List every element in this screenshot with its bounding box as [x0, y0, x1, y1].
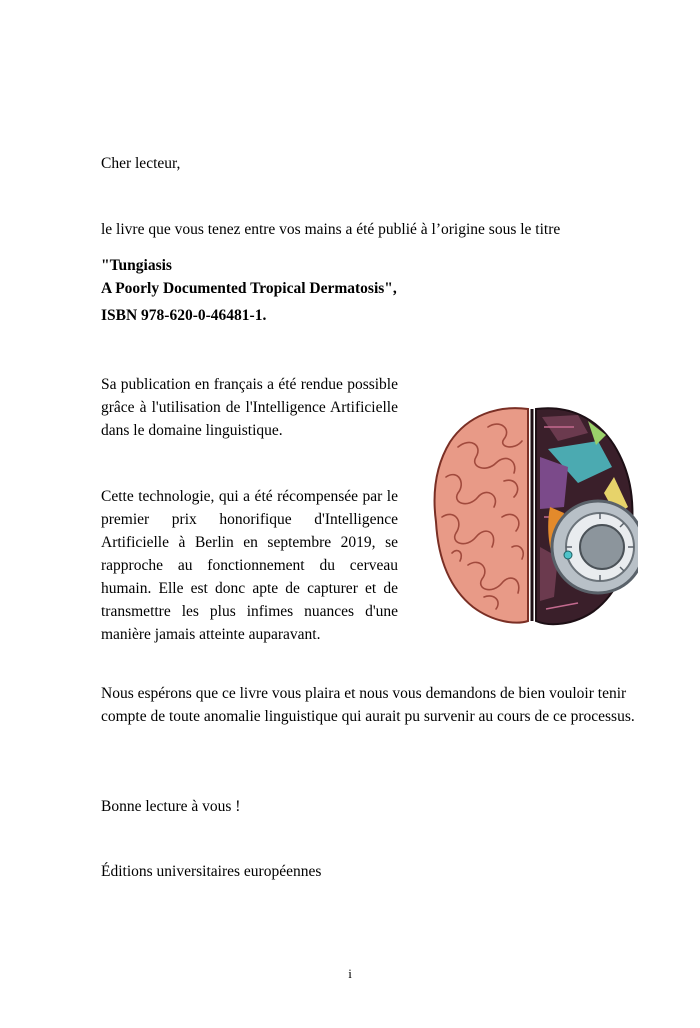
- signature: Éditions universitaires européennes: [101, 863, 322, 880]
- book-title-line1: "Tungiasis: [101, 257, 172, 274]
- closing-text: Bonne lecture à vous !: [101, 798, 241, 815]
- page-number: i: [348, 966, 352, 981]
- brain-illustration: [428, 397, 638, 629]
- brain-cyborg-icon: [428, 397, 638, 629]
- book-title: [101, 254, 397, 300]
- paragraph-technology: Cette technologie, qui a été récompensée par le premier prix honorifique d'Intelligence Artificielle à Berlin en septembre 2019, se rapproche au fonctionnement du cerveau humain. Elle est donc apte de capturer et de transmettre les plus infimes nuances d'une manière jamais atteinte auparavant.: [101, 488, 398, 643]
- greeting: Cher lecteur,: [101, 155, 181, 172]
- intro-text: le livre que vous tenez entre vos mains a été publié à l’origine sous le titre: [101, 221, 561, 238]
- book-title-line2: A Poorly Documented Tropical Dermatosis",: [101, 280, 397, 297]
- isbn: ISBN 978-620-0-46481-1.: [101, 307, 267, 324]
- paragraph-hope: Nous espérons que ce livre vous plaira et nous vous demandons de bien vouloir tenir compte de toute anomalie linguistique qui aurait pu survenir au cours de ce processus.: [101, 685, 635, 725]
- paragraph-publication: Sa publication en français a été rendue possible grâce à l'utilisation de l'Intelligence Artificielle dans le domaine linguistique.: [101, 376, 398, 439]
